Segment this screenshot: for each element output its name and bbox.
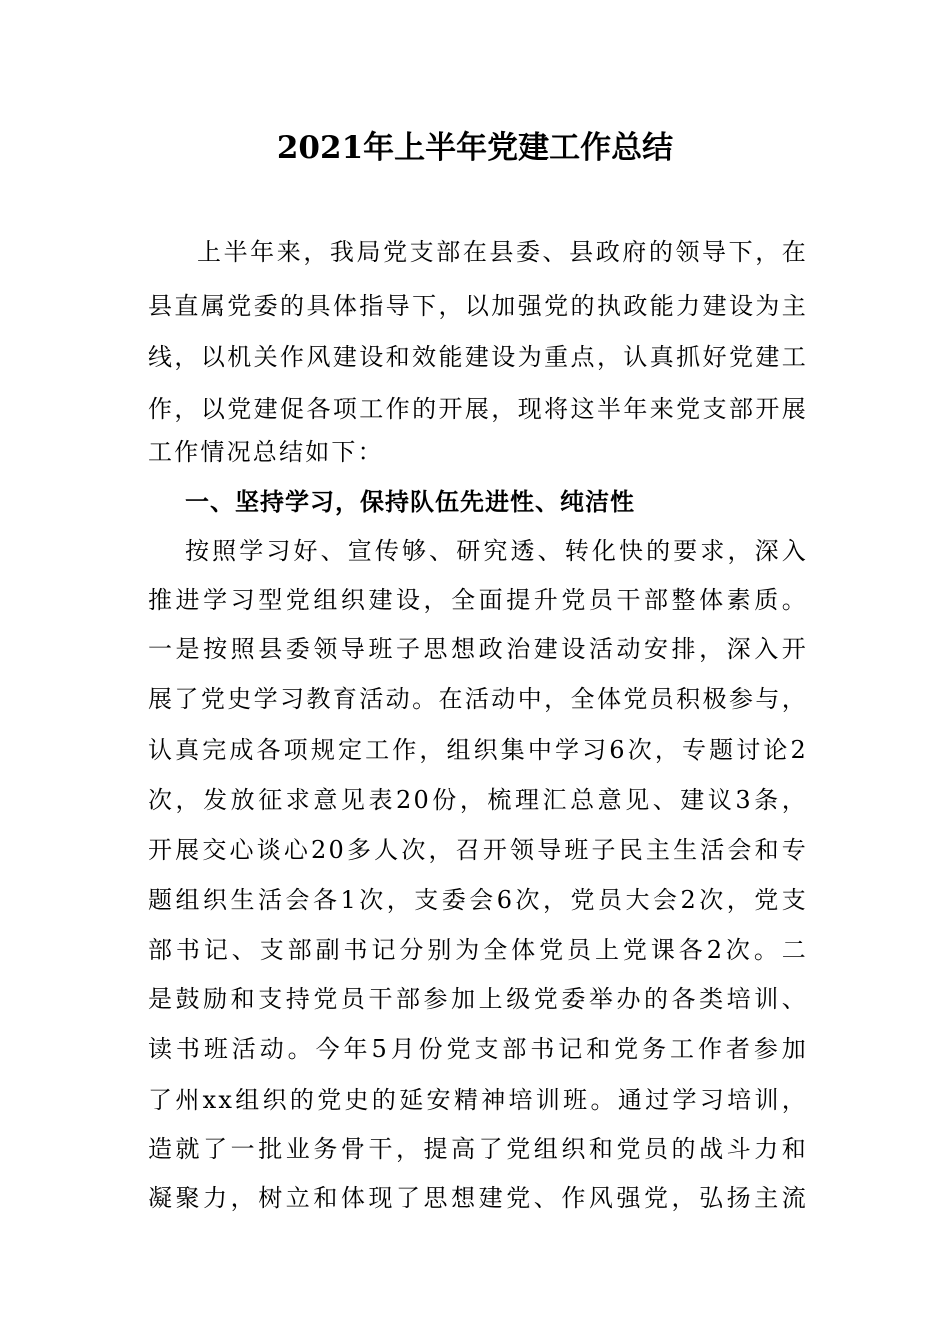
- section-1-line-1: 按照学习好、宣传够、研究透、转化快的要求，深入: [185, 537, 808, 565]
- section-1-line-12: 了州xx组织的党史的延安精神培训班。通过学习培训，: [148, 1086, 808, 1114]
- section-1-heading: 一、坚持学习，保持队伍先进性、纯洁性: [185, 487, 635, 516]
- section-1-line-2: 推进学习型党组织建设，全面提升党员干部整体素质。: [148, 586, 808, 614]
- intro-line-4: 作，以党建促各项工作的开展，现将这半年来党支部开展: [148, 395, 808, 423]
- document-title: 2021年上半年党建工作总结: [276, 130, 674, 166]
- section-1-line-3: 一是按照县委领导班子思想政治建设活动安排，深入开: [148, 635, 808, 663]
- section-1-line-7: 开展交心谈心20多人次，召开领导班子民主生活会和专: [148, 836, 808, 864]
- section-1-line-10: 是鼓励和支持党员干部参加上级党委举办的各类培训、: [148, 985, 808, 1013]
- intro-line-5: 工作情况总结如下：: [148, 438, 384, 466]
- intro-line-1: 上半年来，我局党支部在县委、县政府的领导下，在: [197, 238, 808, 266]
- section-1-line-5: 认真完成各项规定工作，组织集中学习6次，专题讨论2: [148, 736, 808, 764]
- section-1-line-11: 读书班活动。今年5月份党支部书记和党务工作者参加: [148, 1035, 808, 1063]
- section-1-line-14: 凝聚力，树立和体现了思想建党、作风强党，弘扬主流: [148, 1184, 808, 1212]
- section-1-line-4: 展了党史学习教育活动。在活动中，全体党员积极参与，: [148, 685, 808, 713]
- section-1-line-6: 次，发放征求意见表20份，梳理汇总意见、建议3条，: [148, 786, 808, 814]
- intro-line-2: 县直属党委的具体指导下，以加强党的执政能力建设为主: [148, 292, 808, 320]
- section-1-line-8: 题组织生活会各1次，支委会6次，党员大会2次，党支: [148, 886, 808, 914]
- section-1-line-13: 造就了一批业务骨干，提高了党组织和党员的战斗力和: [148, 1135, 808, 1163]
- section-1-line-9: 部书记、支部副书记分别为全体党员上党课各2次。二: [148, 936, 808, 964]
- intro-line-3: 线，以机关作风建设和效能建设为重点，认真抓好党建工: [148, 343, 808, 371]
